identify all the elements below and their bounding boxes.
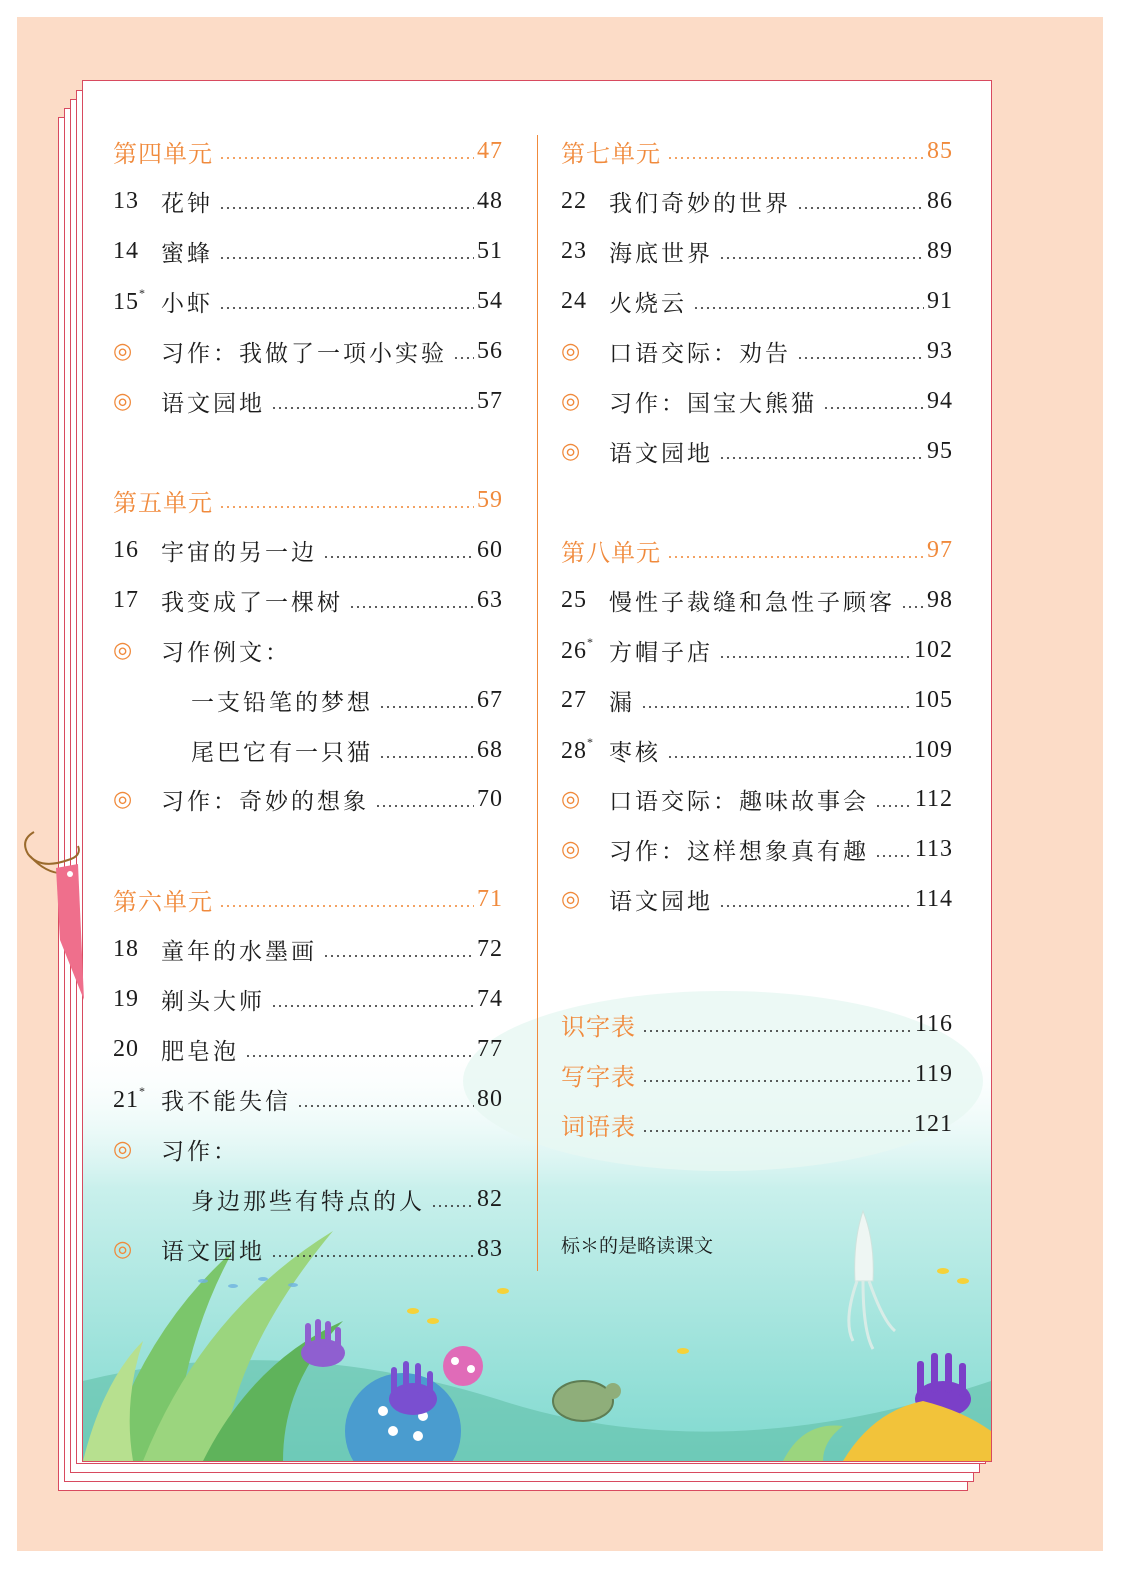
skim-reading-star: * (139, 1084, 146, 1098)
toc-entry[interactable]: ◎ 语文园地 83 (113, 1235, 503, 1265)
dot-leader (349, 606, 474, 608)
toc-entry[interactable]: 26* 方帽子店 102 (561, 635, 953, 666)
dot-leader (642, 1030, 912, 1032)
dot-leader (667, 756, 911, 758)
dot-leader (797, 207, 924, 209)
dot-leader (797, 357, 924, 359)
toc-page (82, 80, 992, 1462)
circle-bullet-icon: ◎ (561, 786, 582, 812)
dot-leader (875, 805, 912, 807)
toc-entry[interactable]: 20 肥皂泡 77 (113, 1035, 503, 1065)
skim-reading-star: * (139, 286, 146, 300)
toc-entry[interactable]: 21* 我不能失信 80 (113, 1084, 503, 1115)
toc-entry[interactable]: 28* 枣核 109 (561, 735, 953, 766)
dot-leader (219, 257, 474, 259)
dot-leader (901, 606, 924, 608)
toc-entry[interactable]: 一支铅笔的梦想 67 (191, 686, 503, 716)
bookmark-tag-icon (20, 820, 90, 1010)
dot-leader (642, 1130, 911, 1132)
circle-bullet-icon: ◎ (113, 1136, 134, 1162)
toc-entry[interactable]: 22 我们奇妙的世界 86 (561, 187, 953, 217)
circle-bullet-icon: ◎ (113, 1236, 134, 1262)
toc-entry[interactable]: 尾巴它有一只猫 68 (191, 736, 503, 766)
appendix-entry[interactable]: 识字表 116 (561, 1010, 953, 1041)
circle-bullet-icon: ◎ (561, 836, 582, 862)
dot-leader (219, 307, 474, 309)
dot-leader (375, 805, 474, 807)
circle-bullet-icon: ◎ (113, 637, 134, 663)
bookmark-tag (20, 820, 90, 1014)
skim-reading-star: * (587, 735, 594, 749)
dot-leader (823, 407, 924, 409)
toc-entry[interactable]: ◎ 习作例文： (113, 637, 291, 666)
toc-entry[interactable]: 18 童年的水墨画 72 (113, 935, 503, 965)
toc-entry[interactable]: ◎ 语文园地 95 (561, 437, 953, 467)
toc-entry[interactable]: ◎ 习作：这样想象真有趣 113 (561, 835, 953, 865)
dot-leader (641, 706, 911, 708)
dot-leader (379, 706, 474, 708)
dot-leader (667, 157, 924, 159)
circle-bullet-icon: ◎ (113, 786, 134, 812)
dot-leader (379, 756, 474, 758)
circle-bullet-icon: ◎ (113, 338, 134, 364)
toc-entry[interactable]: ◎ 习作： (113, 1136, 239, 1165)
unit-heading[interactable]: 第四单元 47 (113, 137, 503, 168)
circle-bullet-icon: ◎ (561, 338, 582, 364)
dot-leader (719, 656, 911, 658)
circle-bullet-icon: ◎ (561, 388, 582, 414)
toc-entry[interactable]: 17 我变成了一棵树 63 (113, 586, 503, 616)
toc-entry[interactable]: ◎ 习作：奇妙的想象 70 (113, 785, 503, 815)
dot-leader (219, 157, 474, 159)
toc-entry[interactable]: ◎ 习作：国宝大熊猫 94 (561, 387, 953, 417)
appendix-entry[interactable]: 写字表 119 (561, 1060, 953, 1091)
circle-bullet-icon: ◎ (561, 886, 582, 912)
toc-entry[interactable]: 23 海底世界 89 (561, 237, 953, 267)
dot-leader (875, 855, 912, 857)
toc-entry[interactable]: 19 剃头大师 74 (113, 985, 503, 1015)
toc-entry[interactable]: ◎ 语文园地 57 (113, 387, 503, 417)
toc-entry[interactable]: ◎ 语文园地 114 (561, 885, 953, 915)
dot-leader (667, 556, 924, 558)
toc-entry[interactable]: 24 火烧云 91 (561, 287, 953, 317)
toc-entry[interactable]: ◎ 口语交际：劝告 93 (561, 337, 953, 367)
toc-entry[interactable]: 14 蜜蜂 51 (113, 237, 503, 267)
dot-leader (719, 257, 924, 259)
toc-entry[interactable]: 15* 小虾 54 (113, 286, 503, 317)
dot-leader (693, 307, 924, 309)
footnote: 标＊的是略读课文 (561, 1235, 714, 1257)
dot-leader (219, 207, 474, 209)
circle-bullet-icon: ◎ (561, 438, 582, 464)
dot-leader (245, 1055, 474, 1057)
dot-leader (431, 1205, 474, 1207)
dot-leader (453, 357, 474, 359)
toc-entry[interactable]: 16 宇宙的另一边 60 (113, 536, 503, 566)
dot-leader (323, 556, 474, 558)
dot-leader (271, 1005, 474, 1007)
unit-heading[interactable]: 第五单元 59 (113, 486, 503, 517)
unit-heading[interactable]: 第六单元 71 (113, 885, 503, 916)
toc-entry[interactable]: 13 花钟 48 (113, 187, 503, 217)
dot-leader (219, 506, 474, 508)
dot-leader (719, 457, 924, 459)
dot-leader (219, 905, 474, 907)
toc-entry[interactable]: 27 漏 105 (561, 686, 953, 716)
appendix-entry[interactable]: 词语表 121 (561, 1110, 953, 1141)
dot-leader (297, 1105, 474, 1107)
dot-leader (271, 407, 474, 409)
unit-heading[interactable]: 第七单元 85 (561, 137, 953, 168)
dot-leader (642, 1080, 912, 1082)
circle-bullet-icon: ◎ (113, 388, 134, 414)
toc-entry[interactable]: ◎ 习作：我做了一项小实验 56 (113, 337, 503, 367)
column-divider (537, 135, 538, 1271)
toc-entry[interactable]: 25 慢性子裁缝和急性子顾客 98 (561, 586, 953, 616)
skim-reading-star: * (587, 635, 594, 649)
toc-entry[interactable]: ◎ 口语交际：趣味故事会 112 (561, 785, 953, 815)
dot-leader (719, 905, 912, 907)
dot-leader (271, 1255, 474, 1257)
unit-heading[interactable]: 第八单元 97 (561, 536, 953, 567)
toc-entry[interactable]: 身边那些有特点的人 82 (191, 1185, 503, 1215)
dot-leader (323, 955, 474, 957)
